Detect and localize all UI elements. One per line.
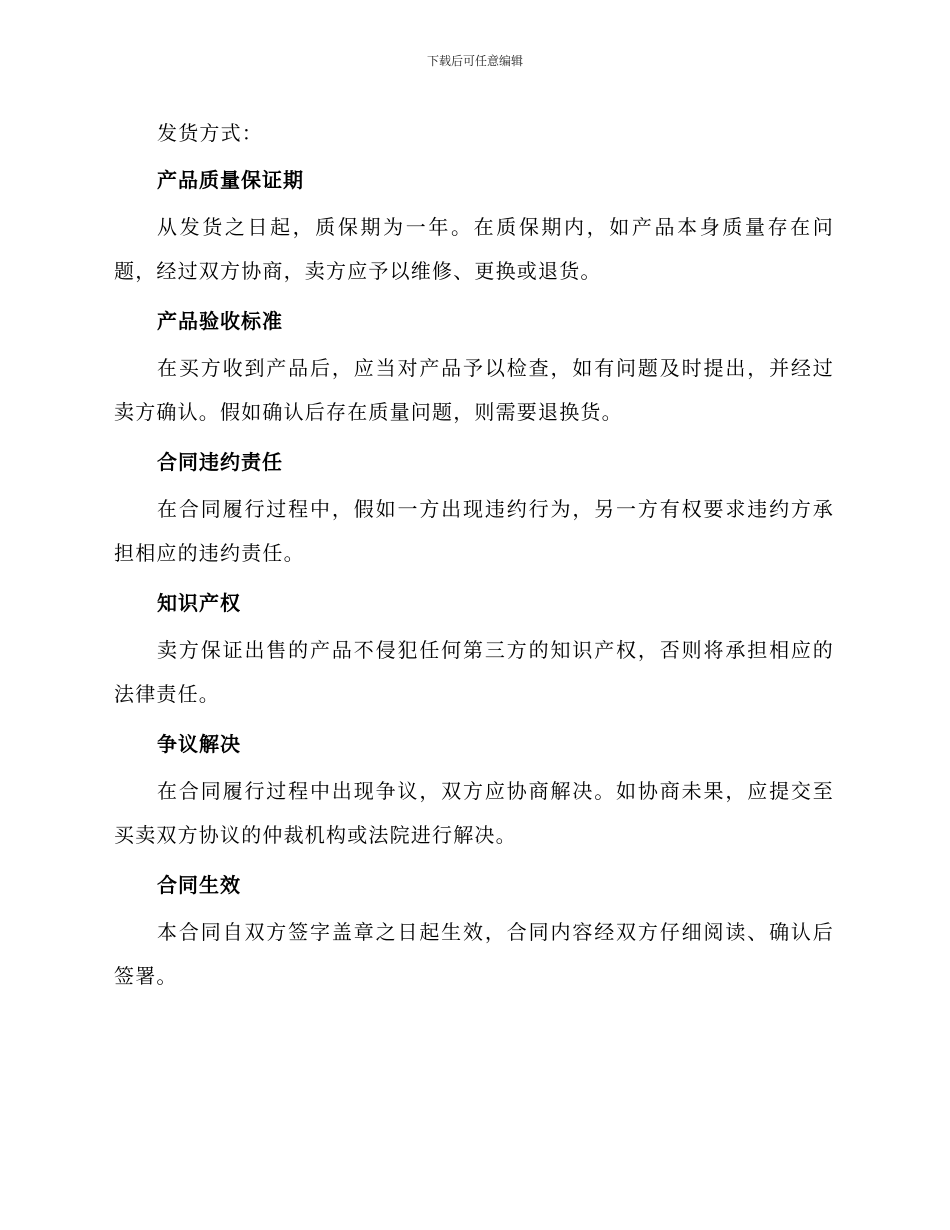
paragraph-ip: 卖方保证出售的产品不侵犯任何第三方的知识产权，否则将承担相应的法律责任。 (114, 638, 834, 706)
document-body (114, 111, 834, 998)
heading-effect: 合同生效 (157, 873, 241, 897)
paragraph-breach: 在合同履行过程中，假如一方出现违约行为，另一方有权要求违约方承担相应的违约责任。 (114, 497, 834, 565)
paragraph-dispute: 在合同履行过程中出现争议，双方应协商解决。如协商未果，应提交至买卖双方协议的仲裁机构或法院进行解决。 (114, 779, 834, 847)
heading-acceptance: 产品验收标准 (157, 309, 283, 333)
paragraph-effect: 本合同自双方签字盖章之日起生效，合同内容经双方仔细阅读、确认后签署。 (114, 920, 834, 988)
delivery-method-line: 发货方式： (157, 121, 263, 145)
paragraph-acceptance: 在买方收到产品后，应当对产品予以检查，如有问题及时提出，并经过卖方确认。假如确认后存在质量问题，则需要退换货。 (114, 356, 834, 424)
page-header-note: 下载后可任意编辑 (426, 54, 523, 68)
heading-warranty: 产品质量保证期 (157, 168, 304, 192)
heading-dispute: 争议解决 (157, 732, 241, 756)
heading-breach: 合同违约责任 (157, 450, 283, 474)
heading-ip: 知识产权 (157, 591, 241, 615)
paragraph-warranty: 从发货之日起，质保期为一年。在质保期内，如产品本身质量存在问题，经过双方协商，卖方应予以维修、更换或退货。 (114, 215, 834, 283)
